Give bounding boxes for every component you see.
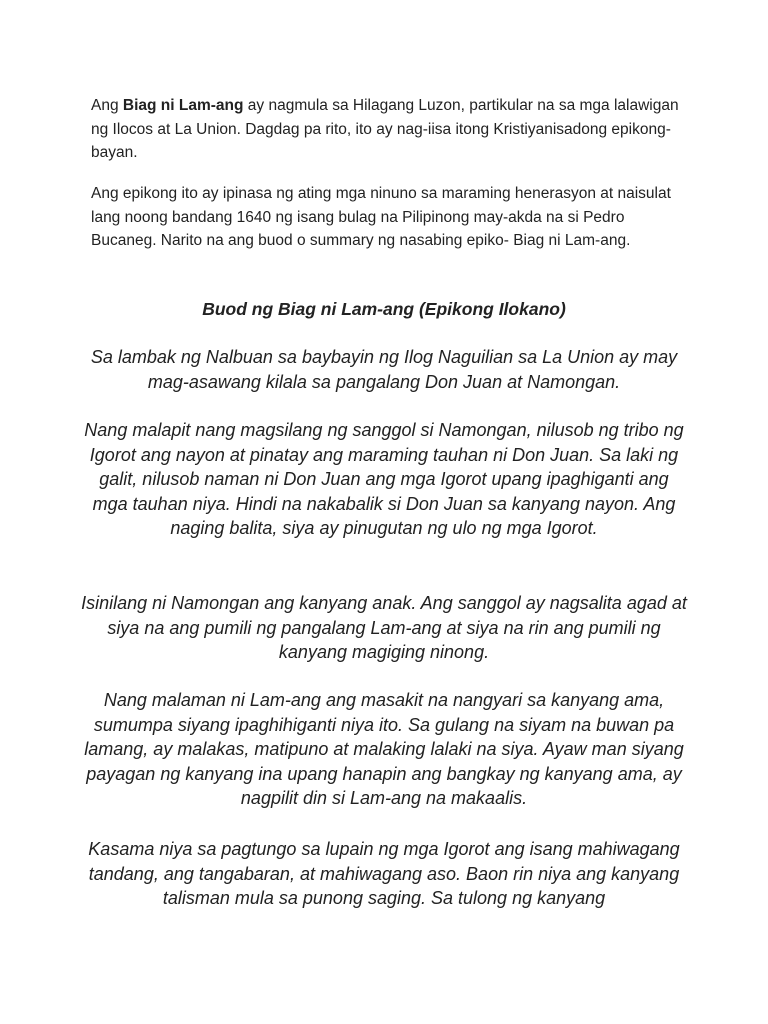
story-paragraph: Kasama niya sa pagtungo sa lupain ng mga Igorot ang isang mahiwagang tandang, ang tangabaran, at mahiwagang aso. Baon rin niya ang kanyang talisman mula sa punong saging. Sa tulong ng kanyang: [88, 839, 680, 909]
intro-prefix-text: Ang: [91, 97, 123, 114]
story-paragraph: Isinilang ni Namongan ang kanyang anak. Ang sanggol ay nagsalita agad at siya na ang pumili ng pangalang Lam-ang at siya na rin ang pumili ng kanyang magiging ninong.: [81, 593, 687, 663]
story-paragraph: Nang malaman ni Lam-ang ang masakit na nangyari sa kanyang ama, sumumpa siyang ipaghihiganti niya ito. Sa gulang na siyam na buwan pa lamang, ay malakas, matipuno at malaking lalaki na siya. Ayaw man siyang payagan ng kanyang ina upang hanapin ang bangkay ng kanyang ama, ay nagpilit din si Lam-ang na makaalis.: [84, 690, 684, 809]
epic-title-bold: Biag ni Lam-ang: [122, 97, 244, 114]
intro-paragraph-origin: [91, 94, 681, 165]
intro-origin-text: ay nagmula sa Hilagang Luzon, partikular na sa mga lalawigan ng Ilocos at La Union. Dagdag pa rito, ito ay nag-iisa itong Kristiyanisadong epikong-bayan.: [91, 97, 679, 161]
intro-paragraph-history: Ang epikong ito ay ipinasa ng ating mga ninuno sa maraming henerasyon at naisulat lang noong bandang 1640 ng isang bulag na Pilipinong may-akda na si Pedro Bucaneg. Narito na ang buod o summary ng nasabing epiko- Biag ni Lam-ang.: [91, 185, 671, 249]
story-paragraph: Sa lambak ng Nalbuan sa baybayin ng Ilog Naguilian sa La Union ay may mag-asawang kilala sa pangalang Don Juan at Namongan.: [90, 347, 678, 392]
summary-heading: Buod ng Biag ni Lam-ang (Epikong Ilokano): [202, 299, 566, 319]
story-paragraph: Nang malapit nang magsilang ng sanggol si Namongan, nilusob ng tribo ng Igorot ang nayon at pinatay ang maraming tauhan ni Don Juan. Sa laki ng galit, nilusob naman ni Don Juan ang mga Igorot upang ipaghiganti ang mga tauhan niya. Hindi na nakabalik si Don Juan sa kanyang nayon. Ang naging balita, siya ay pinugutan ng ulo ng mga Igorot.: [84, 420, 684, 539]
